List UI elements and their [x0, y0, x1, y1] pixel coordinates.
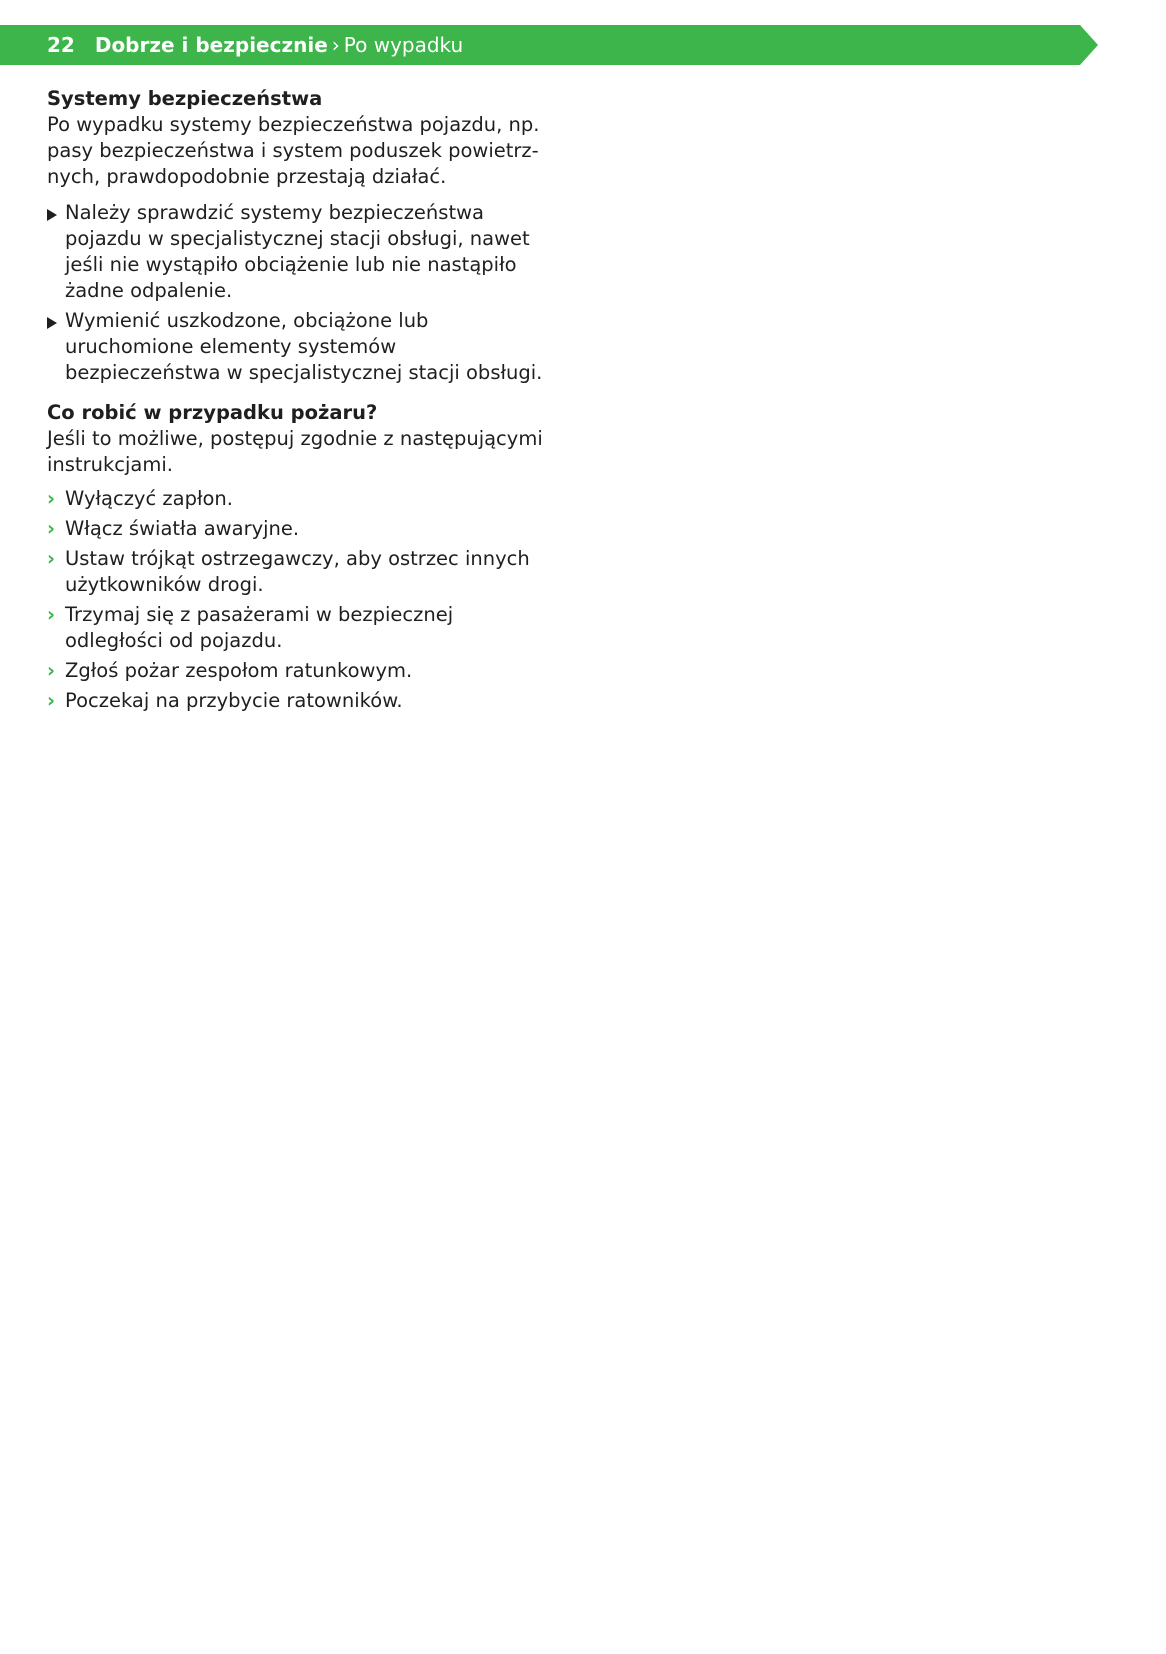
action-text: Wymienić uszkodzone, obciążone lub uruchomione elementy systemów bezpieczeństwa w specjalistycznej stacji obsługi.	[65, 309, 543, 384]
fire-heading: Co robić w przypadku pożaru?	[47, 401, 378, 424]
running-header	[47, 25, 463, 65]
breadcrumb-separator: ›	[331, 33, 340, 57]
action-text: Należy sprawdzić systemy bezpieczeństwa pojazdu w specjalistycznej stacji obsługi, nawet jeśli nie wystąpiło obciążenie lub nie nastąpiło żadne odpalenie.	[65, 201, 530, 302]
step-item	[47, 688, 557, 714]
step-text: Trzymaj się z pasażerami w bezpiecznej odległości od pojazdu.	[65, 603, 454, 652]
step-text: Ustaw trójkąt ostrzegawczy, aby ostrzec innych użytkowników drogi.	[65, 547, 530, 596]
fire-paragraph: Jeśli to możliwe, postępuj zgodnie z następującymi instrukcjami.	[47, 427, 543, 476]
section-title: Dobrze i bezpiecznie	[94, 33, 328, 57]
step-text: Wyłączyć zapłon.	[65, 487, 233, 510]
action-item	[47, 200, 557, 304]
safety-action-list	[47, 200, 557, 386]
action-triangle-icon	[47, 209, 57, 221]
safety-paragraph: Po wypadku systemy bezpieczeństwa pojazdu, np. pasy bezpieczeństwa i system poduszek powietrznych, prawdopodobnie przestają działać.	[47, 113, 540, 188]
step-text: Poczekaj na przybycie ratowników.	[65, 689, 403, 712]
action-item	[47, 308, 557, 386]
subsection-title: Po wypadku	[343, 33, 464, 57]
header-band	[0, 25, 1098, 65]
step-item	[47, 602, 557, 654]
chevron-right-icon: ›	[47, 487, 56, 510]
action-triangle-icon	[47, 317, 57, 329]
step-item	[47, 486, 557, 512]
step-item	[47, 658, 557, 684]
chevron-right-icon: ›	[47, 659, 56, 682]
chevron-right-icon: ›	[47, 689, 56, 712]
step-text: Zgłoś pożar zespołom ratunkowym.	[65, 659, 413, 682]
main-column	[47, 86, 557, 718]
fire-step-list	[47, 486, 557, 714]
chevron-right-icon: ›	[47, 603, 56, 626]
step-item	[47, 516, 557, 542]
step-item	[47, 546, 557, 598]
chevron-right-icon: ›	[47, 517, 56, 540]
step-text: Włącz światła awaryjne.	[65, 517, 300, 540]
safety-heading: Systemy bezpieczeństwa	[47, 87, 323, 110]
page-number: 22	[47, 33, 75, 57]
chevron-right-icon: ›	[47, 547, 56, 570]
